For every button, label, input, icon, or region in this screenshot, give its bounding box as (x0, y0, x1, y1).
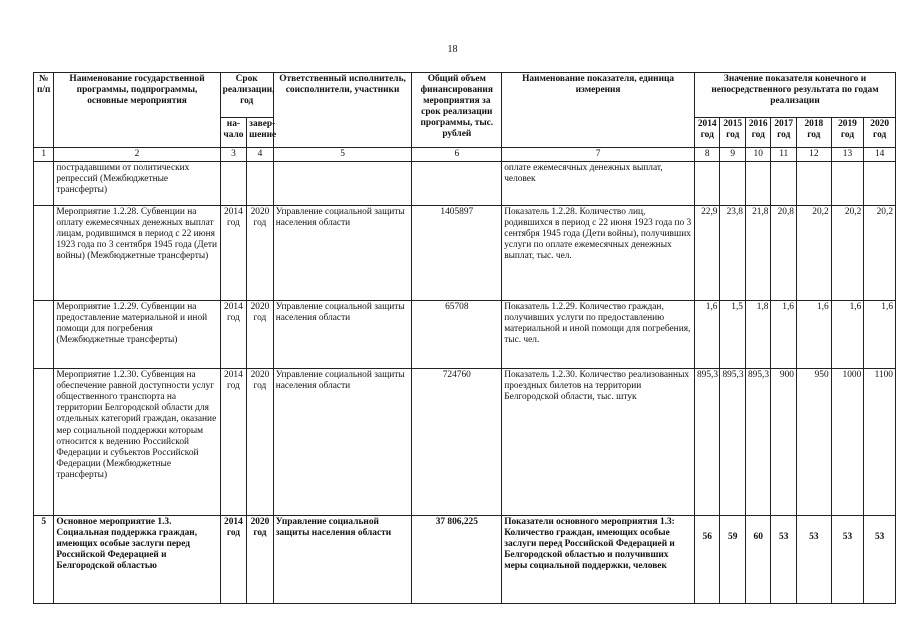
row-value: 900 (771, 369, 797, 516)
row-start: 2014 год (220, 206, 247, 301)
row-indicator: Показатели основного мероприятия 1.3: Количество граждан, имеющих особые заслуги перед Российской Федерацией и Белгородской областью и получивших меры социальной поддержки, человек (502, 516, 695, 604)
row-funding (412, 162, 502, 206)
column-number: 14 (864, 148, 896, 162)
header-num: № п/п (34, 73, 54, 148)
column-number: 11 (771, 148, 797, 162)
row-indicator: Показатель 1.2.30. Количество реализованных проездных билетов на территории Белгородской области, тыс. штук (502, 369, 695, 516)
row-value: 60 (745, 516, 771, 604)
row-funding: 65708 (412, 301, 502, 369)
row-value: 23,8 (720, 206, 746, 301)
row-value: 1,6 (796, 301, 831, 369)
header-year: 2015 год (720, 118, 746, 148)
row-value: 895,3 (694, 369, 720, 516)
column-number: 9 (720, 148, 746, 162)
header-name: Наименование государственной программы, подпрограммы, основные мероприятия (54, 73, 220, 148)
row-end: 2020 год (247, 369, 274, 516)
row-value: 20,2 (796, 206, 831, 301)
row-end: 2020 год (247, 206, 274, 301)
page-number: 18 (447, 44, 458, 55)
row-name: Мероприятие 1.2.29. Субвенции на предоставление материальной и иной помощи для погребения (Межбюджетные трансферты) (54, 301, 220, 369)
program-table (33, 72, 896, 604)
row-value: 1,5 (720, 301, 746, 369)
header-year: 2019 год (831, 118, 864, 148)
row-value (796, 162, 831, 206)
header-funding: Общий объем финансирования мероприятия за срок реализации программы, тыс. рублей (412, 73, 502, 148)
row-value: 59 (720, 516, 746, 604)
column-number-row (34, 148, 896, 162)
column-number: 1 (34, 148, 54, 162)
row-value: 1,6 (864, 301, 896, 369)
row-name: Мероприятие 1.2.28. Субвенции на оплату ежемесячных денежных выплат лицам, родившимся в период с 22 июня 1923 года по 3 сентября 1945 года (Дети войны) (Межбюджетные трансферты) (54, 206, 220, 301)
row-num (34, 206, 54, 301)
row-value: 53 (771, 516, 797, 604)
row-value: 21,8 (745, 206, 771, 301)
header-year: 2020 год (864, 118, 896, 148)
row-end: 2020 год (247, 516, 274, 604)
row-value: 1,6 (831, 301, 864, 369)
table-row (34, 516, 896, 604)
row-num (34, 369, 54, 516)
row-value: 895,3 (745, 369, 771, 516)
row-num: 5 (34, 516, 54, 604)
row-value: 1,6 (694, 301, 720, 369)
row-funding: 724760 (412, 369, 502, 516)
row-start: 2014 год (220, 369, 247, 516)
row-executor: Управление социальной защиты населения области (273, 369, 412, 516)
header-values: Значение показателя конечного и непосредственного результата по годам реализации (694, 73, 895, 118)
column-number: 4 (247, 148, 274, 162)
row-value (831, 162, 864, 206)
row-num (34, 301, 54, 369)
row-value (864, 162, 896, 206)
row-value: 1,8 (745, 301, 771, 369)
row-end: 2020 год (247, 301, 274, 369)
row-indicator: Показатель 1.2.29. Количество граждан, получивших услуги по предоставлению материальной и иной помощи для погребения, тыс. чел. (502, 301, 695, 369)
row-value (771, 162, 797, 206)
row-value: 53 (831, 516, 864, 604)
header-year: 2018 год (796, 118, 831, 148)
row-value: 895,3 (720, 369, 746, 516)
header-year: 2016 год (745, 118, 771, 148)
row-indicator: Показатель 1.2.28. Количество лиц, родившихся в период с 22 июня 1923 года по 3 сентября 1945 года (Дети войны), получивших услуги по оплате ежемесячных денежных выплат, тыс. чел. (502, 206, 695, 301)
row-name: пострадавшими от политических репрессий (Межбюджетные трансферты) (54, 162, 220, 206)
table-row (34, 162, 896, 206)
row-num (34, 162, 54, 206)
table-row (34, 369, 896, 516)
header-term-start: на-чало (220, 118, 247, 148)
row-value: 20,8 (771, 206, 797, 301)
header-executor: Ответственный исполнитель, соисполнители, участники (273, 73, 412, 148)
row-name: Основное мероприятие 1.3. Социальная поддержка граждан, имеющих особые заслуги перед Российской Федерацией и Белгородской областью (54, 516, 220, 604)
row-value: 56 (694, 516, 720, 604)
row-value: 1100 (864, 369, 896, 516)
row-name: Мероприятие 1.2.30. Субвенция на обеспечение равной доступности услуг общественного транспорта на территории Белгородской области для отдельных категорий граждан, оказание мер социальной поддержки которым относится к ведению Российской Федерации и субъектов Российской Федерации (Межбюджетные трансферты) (54, 369, 220, 516)
row-value: 1,6 (771, 301, 797, 369)
header-term-end: завер-шение (247, 118, 274, 148)
row-value: 20,2 (831, 206, 864, 301)
row-executor (273, 162, 412, 206)
row-executor: Управление социальной защиты населения области (273, 516, 412, 604)
column-number: 8 (694, 148, 720, 162)
row-value: 53 (864, 516, 896, 604)
header-year: 2014 год (694, 118, 720, 148)
header-term: Срок реализации, год (220, 73, 273, 118)
column-number: 7 (502, 148, 695, 162)
row-executor: Управление социальной защиты населения области (273, 301, 412, 369)
table-row (34, 301, 896, 369)
row-funding: 37 806,225 (412, 516, 502, 604)
column-number: 10 (745, 148, 771, 162)
column-number: 5 (273, 148, 412, 162)
row-start: 2014 год (220, 516, 247, 604)
header-indicator: Наименование показателя, единица измерения (502, 73, 695, 148)
row-value: 20,2 (864, 206, 896, 301)
row-funding: 1405897 (412, 206, 502, 301)
row-value (720, 162, 746, 206)
row-value: 950 (796, 369, 831, 516)
column-number: 13 (831, 148, 864, 162)
column-number: 2 (54, 148, 220, 162)
row-value (745, 162, 771, 206)
row-value: 53 (796, 516, 831, 604)
table-row (34, 206, 896, 301)
row-value: 1000 (831, 369, 864, 516)
column-number: 3 (220, 148, 247, 162)
row-start (220, 162, 247, 206)
row-end (247, 162, 274, 206)
row-start: 2014 год (220, 301, 247, 369)
row-value: 22,9 (694, 206, 720, 301)
column-number: 6 (412, 148, 502, 162)
column-number: 12 (796, 148, 831, 162)
header-year: 2017 год (771, 118, 797, 148)
row-value (694, 162, 720, 206)
row-executor: Управление социальной защиты населения области (273, 206, 412, 301)
row-indicator: оплате ежемесячных денежных выплат, человек (502, 162, 695, 206)
